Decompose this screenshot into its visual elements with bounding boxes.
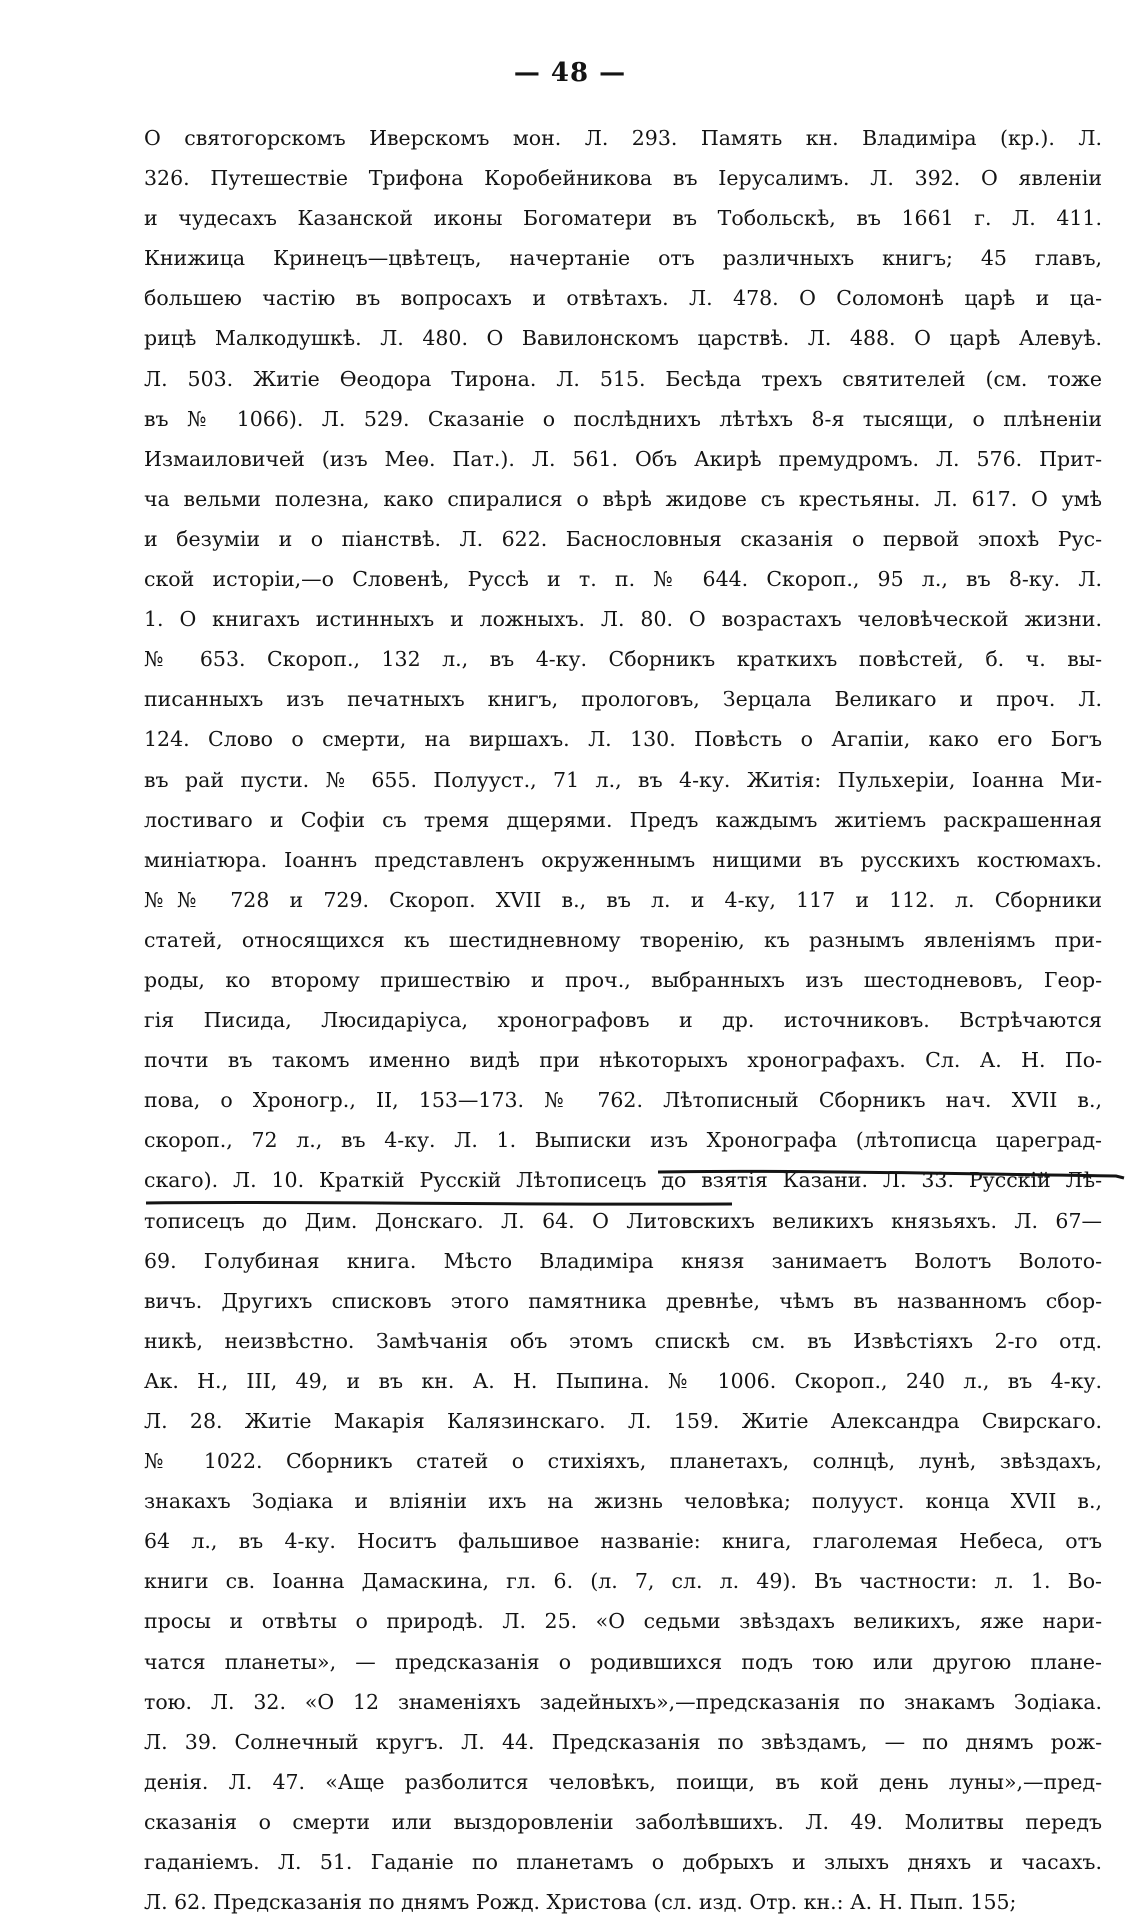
text-line: книги св. Іоанна Дамаскина, гл. 6. (л. 7, сл. л. 49). Въ частности: л. 1. Во- [144, 1569, 1102, 1594]
text-line: ской исторіи,—о Словенѣ, Руссѣ и т. п. № 644. Скороп., 95 л., въ 8-ку. Л. [144, 567, 1102, 592]
text-line: тою. Л. 32. «О 12 знаменіяхъ задейныхъ»,—предсказанія по знакамъ Зодіака. [144, 1689, 1102, 1714]
text-line: и безуміи и о піанствѣ. Л. 622. Баснословныя сказанія о первой эпохѣ Рус- [144, 526, 1102, 551]
text-line: писанныхъ изъ печатныхъ книгъ, прологовъ, Зерцала Великаго и проч. Л. [144, 687, 1102, 712]
text-line: и чудесахъ Казанской иконы Богоматери въ Тобольскѣ, въ 1661 г. Л. 411. [144, 206, 1102, 231]
text-line: тописецъ до Дим. Донскаго. Л. 64. О Литовскихъ великихъ князьяхъ. Л. 67— [144, 1208, 1102, 1233]
text-line: 64 л., въ 4-ку. Носитъ фальшивое названіе: книга, глаголемая Небеса, отъ [144, 1529, 1102, 1554]
page-number [0, 58, 1140, 88]
text-line: 1. О книгахъ истинныхъ и ложныхъ. Л. 80. О возрастахъ человѣческой жизни. [144, 607, 1102, 632]
text-line: въ рай пусти. № 655. Полууст., 71 л., въ 4-ку. Житія: Пульхеріи, Іоанна Ми- [144, 767, 1102, 792]
text-line: вичъ. Другихъ списковъ этого памятника древнѣе, чѣмъ въ названномъ сбор- [144, 1288, 1102, 1313]
text-line: Л. 39. Солнечный кругъ. Л. 44. Предсказанія по звѣздамъ, — по днямъ рож- [144, 1729, 1102, 1754]
text-line: денія. Л. 47. «Аще разболится человѣкъ, поищи, въ кой день луны»,—пред- [144, 1769, 1102, 1794]
page-number-text: — 48 — [513, 58, 627, 88]
text-line: почти въ такомъ именно видѣ при нѣкоторыхъ хронографахъ. Сл. А. Н. По- [144, 1048, 1102, 1073]
text-line: № 1022. Сборникъ статей о стихіяхъ, планетахъ, солнцѣ, лунѣ, звѣздахъ, [144, 1449, 1102, 1474]
text-line: ча вельми полезна, како спиралися о вѣрѣ жидове съ крестьяны. Л. 617. О умѣ [144, 486, 1102, 511]
text-line: роды, ко второму пришествію и проч., выбранныхъ изъ шестодневовъ, Геор- [144, 967, 1102, 992]
text-line: рицѣ Малкодушкѣ. Л. 480. О Вавилонскомъ царствѣ. Л. 488. О царѣ Алевуѣ. [144, 326, 1102, 351]
body-text [144, 118, 1102, 1922]
text-line: Измаиловичей (изъ Меѳ. Пат.). Л. 561. Объ Акирѣ премудромъ. Л. 576. Прит- [144, 446, 1102, 471]
text-line: просы и отвѣты о природѣ. Л. 25. «О седьми звѣздахъ великихъ, яже нари- [144, 1609, 1102, 1634]
text-line: чатся планеты», — предсказанія о родившихся подъ тою или другою плане- [144, 1649, 1102, 1674]
text-line: въ № 1066). Л. 529. Сказаніе о послѣднихъ лѣтѣхъ 8-я тысящи, о плѣненіи [144, 406, 1102, 431]
text-line: сказанія о смерти или выздоровленіи заболѣвшихъ. Л. 49. Молитвы передъ [144, 1809, 1102, 1834]
text-line: О святогорскомъ Иверскомъ мон. Л. 293. Память кн. Владиміра (кр.). Л. [144, 126, 1102, 150]
text-line: скаго). Л. 10. Краткій Русскій Лѣтописецъ до взятія Казани. Л. 33. Русскій Лѣ- [144, 1168, 1102, 1193]
text-line: гія Писида, Люсидаріуса, хронографовъ и др. источниковъ. Встрѣчаются [144, 1008, 1102, 1033]
text-line: №№ 728 и 729. Скороп. XVII в., въ л. и 4-ку, 117 и 112. л. Сборники [144, 887, 1102, 912]
text-line: Л. 28. Житіе Макарія Калязинскаго. Л. 159. Житіе Александра Свирскаго. [144, 1409, 1102, 1433]
text-line: 124. Слово о смерти, на виршахъ. Л. 130. Повѣсть о Агапіи, како его Богъ [144, 727, 1102, 752]
text-line: лостиваго и Софіи съ тремя дщерями. Предъ каждымъ житіемъ раскрашенная [144, 807, 1102, 832]
text-line: 69. Голубиная книга. Мѣсто Владиміра князя занимаетъ Волотъ Волото- [144, 1248, 1102, 1273]
text-line: Ак. Н., III, 49, и въ кн. А. Н. Пыпина. № 1006. Скороп., 240 л., въ 4-ку. [144, 1368, 1102, 1393]
text-line: знакахъ Зодіака и вліяніи ихъ на жизнь человѣка; полууст. конца XVII в., [144, 1489, 1102, 1514]
text-line: пова, о Хроногр., II, 153—173. № 762. Лѣтописный Сборникъ нач. XVII в., [144, 1088, 1102, 1113]
text-line: Л. 62. Предсказанія по днямъ Рожд. Христова (сл. изд. Отр. кн.: А. Н. Пып. 155; [144, 1890, 1017, 1915]
text-line: миніатюра. Іоаннъ представленъ окруженнымъ нищими въ русскихъ костюмахъ. [144, 847, 1102, 872]
text-line: никѣ, неизвѣстно. Замѣчанія объ этомъ спискѣ см. въ Извѣстіяхъ 2-го отд. [144, 1328, 1102, 1353]
text-line: статей, относящихся къ шестидневному творенію, къ разнымъ явленіямъ при- [144, 927, 1102, 952]
text-line: Книжица Кринецъ—цвѣтецъ, начертаніе отъ различныхъ книгъ; 45 главъ, [144, 246, 1102, 271]
text-line: большею частію въ вопросахъ и отвѣтахъ. Л. 478. О Соломонѣ царѣ и ца- [144, 286, 1102, 311]
text-line: гаданіемъ. Л. 51. Гаданіе по планетамъ о добрыхъ и злыхъ дняхъ и часахъ. [144, 1850, 1102, 1875]
text-line: 326. Путешествіе Трифона Коробейникова въ Іерусалимъ. Л. 392. О явленіи [144, 166, 1102, 191]
text-line: скороп., 72 л., въ 4-ку. Л. 1. Выписки изъ Хронографа (лѣтописца цареград- [144, 1128, 1102, 1153]
text-line: № 653. Скороп., 132 л., въ 4-ку. Сборникъ краткихъ повѣстей, б. ч. вы- [144, 647, 1102, 672]
text-line: Л. 503. Житіе Ѳеодора Тирона. Л. 515. Бесѣда трехъ святителей (см. тоже [144, 366, 1102, 391]
